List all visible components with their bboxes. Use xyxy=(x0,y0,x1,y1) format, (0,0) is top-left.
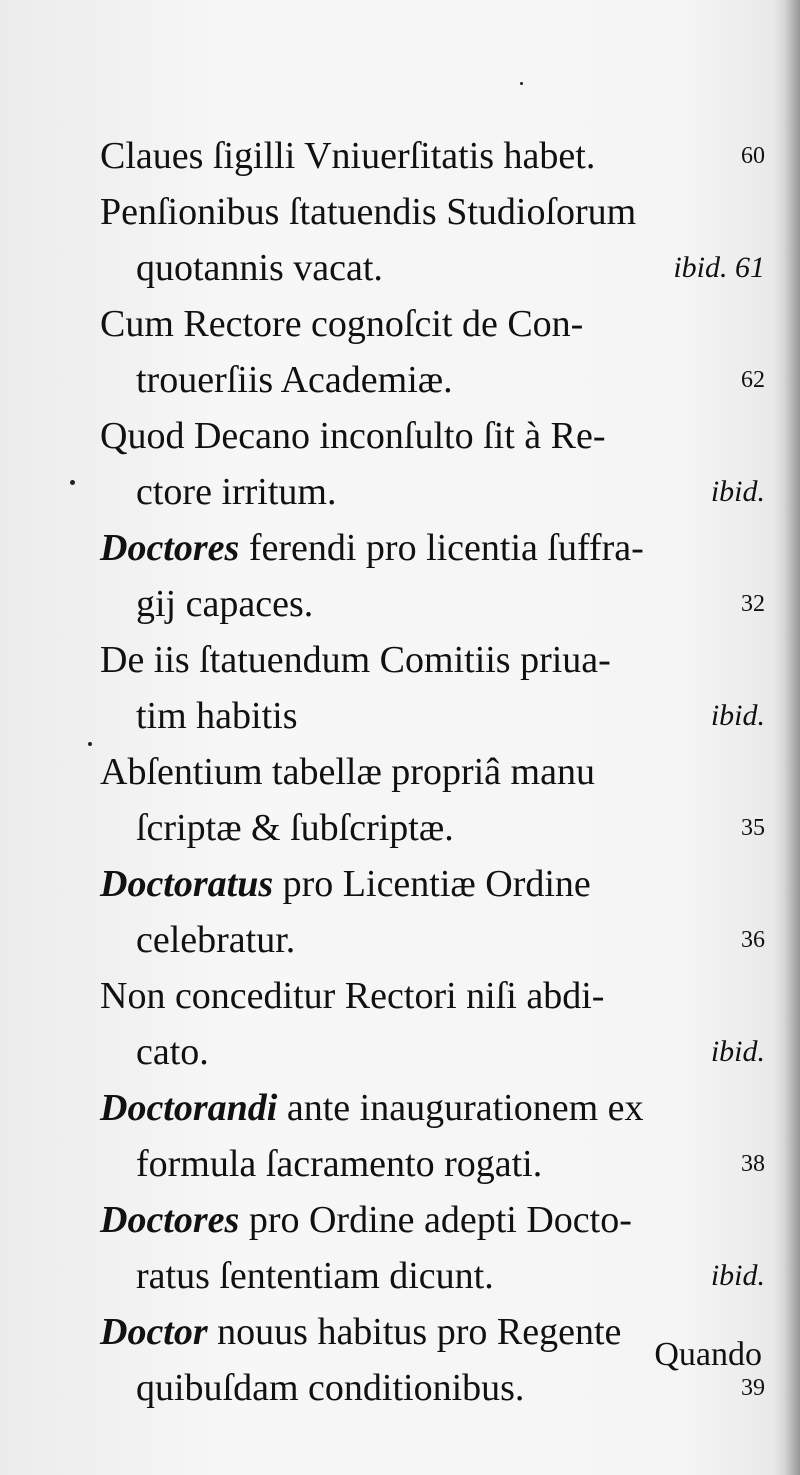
index-entry-line xyxy=(100,1080,765,1136)
index-entry-line xyxy=(100,128,765,184)
entry-text: Quod Decano inconſulto ſit à Re- xyxy=(100,415,606,457)
page-reference: 60 xyxy=(741,143,765,169)
ink-speck xyxy=(70,480,75,485)
index-entry-line xyxy=(100,632,765,688)
catchword: Quando xyxy=(654,1336,762,1373)
entry-text: De iis ſtatuendum Comitiis priua- xyxy=(100,639,611,681)
page-reference: 38 xyxy=(741,1151,765,1177)
index-entry-line xyxy=(100,800,765,856)
entry-text: formula ſacramento rogati. xyxy=(136,1143,543,1185)
entry-text: celebratur. xyxy=(136,919,296,961)
page-reference: ibid. 61 xyxy=(673,251,765,284)
entry-text: Abſentium tabellæ propriâ manu xyxy=(100,751,595,793)
index-entry-line xyxy=(100,464,765,520)
entry-text: Cum Rectore cognoſcit de Con- xyxy=(100,303,584,345)
entry-text: Non conceditur Rectori niſi abdi- xyxy=(100,975,605,1017)
index-entry-line xyxy=(100,1024,765,1080)
ink-speck xyxy=(520,82,523,85)
entry-text: pro Licentiæ Ordine xyxy=(273,863,591,905)
ink-speck xyxy=(88,742,92,746)
entry-text: gij capaces. xyxy=(136,583,314,625)
entry-text: cato. xyxy=(136,1031,209,1073)
entry-text: Claues ſigilli Vniuerſitatis habet. xyxy=(100,135,596,177)
index-entry-line xyxy=(100,1192,765,1248)
page-reference: ibid. xyxy=(710,1035,765,1068)
page-reference: 35 xyxy=(741,815,765,841)
index-entry-line xyxy=(100,1248,765,1304)
entry-text: tim habitis xyxy=(136,695,298,737)
index-entry-line xyxy=(100,296,765,352)
page-reference: 32 xyxy=(741,591,765,617)
entry-text: Penſionibus ſtatuendis Studioſorum xyxy=(100,191,637,233)
index-entry-line xyxy=(100,520,765,576)
index-entry-line xyxy=(100,856,765,912)
index-entries xyxy=(100,128,765,1416)
entry-text: nouus habitus pro Regente xyxy=(207,1311,622,1353)
entry-text: ſcriptæ & ſubſcriptæ. xyxy=(136,807,454,849)
page-reference: ibid. xyxy=(710,475,765,508)
page-reference: ibid. xyxy=(710,1259,765,1292)
entry-lead-word: Doctores xyxy=(100,1199,240,1241)
index-entry-line xyxy=(100,576,765,632)
entry-text: ferendi pro licentia ſuffra- xyxy=(239,527,644,569)
page-reference: 39 xyxy=(741,1375,765,1401)
index-entry-line xyxy=(100,352,765,408)
entry-lead-word: Doctor xyxy=(100,1311,208,1353)
entry-lead-word: Doctorandi xyxy=(100,1087,278,1129)
entry-lead-word: Doctores xyxy=(100,527,240,569)
page-reference: ibid. xyxy=(710,699,765,732)
page-gutter-shadow xyxy=(774,0,800,1475)
entry-text: ctore irritum. xyxy=(136,471,337,513)
index-entry-line xyxy=(100,1136,765,1192)
entry-text: quotannis vacat. xyxy=(136,247,383,289)
entry-text: ratus ſententiam dicunt. xyxy=(136,1255,494,1297)
page-reference: 36 xyxy=(741,927,765,953)
index-entry-line xyxy=(100,688,765,744)
entry-text: pro Ordine adepti Docto- xyxy=(239,1199,632,1241)
index-entry-line xyxy=(100,240,765,296)
entry-text: quibuſdam conditionibus. xyxy=(136,1367,525,1409)
entry-text: ante inaugurationem ex xyxy=(277,1087,644,1129)
index-entry-line xyxy=(100,744,765,800)
entry-text: trouerſiis Academiæ. xyxy=(136,359,453,401)
entry-lead-word: Doctoratus xyxy=(100,863,274,905)
index-entry-line xyxy=(100,912,765,968)
page-reference: 62 xyxy=(741,367,765,393)
index-entry-line xyxy=(100,968,765,1024)
index-entry-line xyxy=(100,184,765,240)
index-entry-line xyxy=(100,408,765,464)
